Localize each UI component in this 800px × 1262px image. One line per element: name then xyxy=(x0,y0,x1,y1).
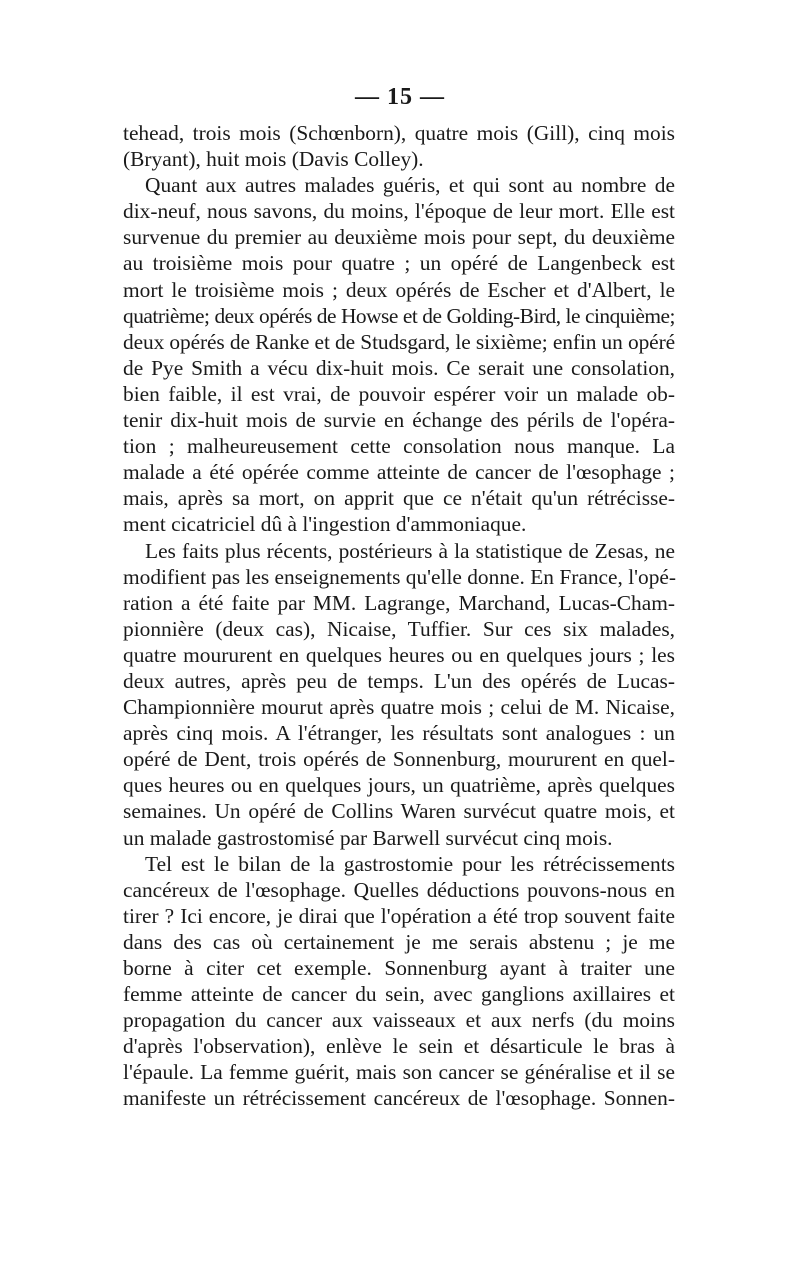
text-line: un malade gastrostomisé par Barwell survécut cinq mois. xyxy=(123,825,613,850)
text-line: ration a été faite par MM. Lagrange, Marchand, Lucas-Cham- xyxy=(123,590,675,615)
text-line: l'épaule. La femme guérit, mais son cancer se généralise et il se xyxy=(123,1060,675,1085)
text-line: dix-neuf, nous savons, du moins, l'époque de leur mort. Elle est xyxy=(123,199,675,224)
paragraph xyxy=(123,120,675,172)
text-line: opéré de Dent, trois opérés de Sonnenburg, moururent en quel- xyxy=(123,747,675,772)
text-line: femme atteinte de cancer du sein, avec ganglions axillaires et xyxy=(123,982,675,1007)
text-line: modifient pas les enseignements qu'elle donne. En France, l'opé- xyxy=(123,564,677,589)
text-line: tehead, trois mois (Schœnborn), quatre mois (Gill), cinq mois xyxy=(123,121,675,145)
text-line: pionnière (deux cas), Nicaise, Tuffier. Sur ces six malades, xyxy=(123,616,675,641)
paragraph xyxy=(123,851,675,1112)
text-line: mais, après sa mort, on apprit que ce n'était qu'un rétrécisse- xyxy=(123,486,675,511)
text-line: de Pye Smith a vécu dix-huit mois. Ce serait une consolation, xyxy=(123,355,675,380)
text-line: d'après l'observation), enlève le sein et désarticule le bras à xyxy=(123,1034,675,1059)
text-line: quatrième; deux opérés de Howse et de Golding-Bird, le cinquième; xyxy=(123,303,675,328)
text-line: manifeste un rétrécissement cancéreux de l'œsophage. Sonnen- xyxy=(123,1086,675,1111)
text-line: tenir dix-huit mois de survie en échange des périls de l'opéra- xyxy=(123,408,675,433)
text-line: quatre moururent en quelques heures ou en quelques jours ; les xyxy=(123,642,675,667)
text-line: (Bryant), huit mois (Davis Colley). xyxy=(123,147,424,172)
text-line: ment cicatriciel dû à l'ingestion d'ammoniaque. xyxy=(123,512,527,537)
text-line: Les faits plus récents, postérieurs à la statistique de Zesas, ne xyxy=(145,538,675,563)
paragraph xyxy=(123,538,675,851)
text-line: cancéreux de l'œsophage. Quelles déductions pouvons-nous en xyxy=(123,877,675,902)
text-line: deux autres, après peu de temps. L'un des opérés de Lucas- xyxy=(123,668,675,693)
text-line: deux opérés de Ranke et de Studsgard, le sixième; enfin un opéré xyxy=(123,329,675,354)
text-line: tirer ? Ici encore, je dirai que l'opération a été trop souvent faite xyxy=(123,903,675,928)
text-line: Tel est le bilan de la gastrostomie pour les rétrécissements xyxy=(145,851,675,876)
page-number: — 15 — xyxy=(355,84,445,110)
paragraph xyxy=(123,172,675,537)
text-line: Championnière mourut après quatre mois ; celui de M. Nicaise, xyxy=(123,695,675,720)
text-line: ques heures ou en quelques jours, un quatrième, après quelques xyxy=(123,773,675,798)
text-line: Quant aux autres malades guéris, et qui sont au nombre de xyxy=(145,173,675,198)
text-line: dans des cas où certainement je me serais abstenu ; je me xyxy=(123,929,675,954)
text-line: borne à citer cet exemple. Sonnenburg ayant à traiter une xyxy=(123,956,675,980)
text-line: bien faible, il est vrai, de pouvoir espérer voir un malade ob- xyxy=(123,381,675,406)
text-line: survenue du premier au deuxième mois pour sept, du deuxième xyxy=(123,225,675,250)
text-line: propagation du cancer aux vaisseaux et aux nerfs (du moins xyxy=(123,1008,675,1033)
text-line: tion ; malheureusement cette consolation nous manque. La xyxy=(123,434,675,459)
text-line: au troisième mois pour quatre ; un opéré de Langenbeck est xyxy=(123,251,675,276)
text-line: après cinq mois. A l'étranger, les résultats sont analogues : un xyxy=(123,721,675,746)
body-text xyxy=(123,120,675,1112)
text-line: malade a été opérée comme atteinte de cancer de l'œsophage ; xyxy=(123,460,675,485)
text-line: mort le troisième mois ; deux opérés de Escher et d'Albert, le xyxy=(123,277,675,302)
text-line: semaines. Un opéré de Collins Waren survécut quatre mois, et xyxy=(123,799,675,824)
